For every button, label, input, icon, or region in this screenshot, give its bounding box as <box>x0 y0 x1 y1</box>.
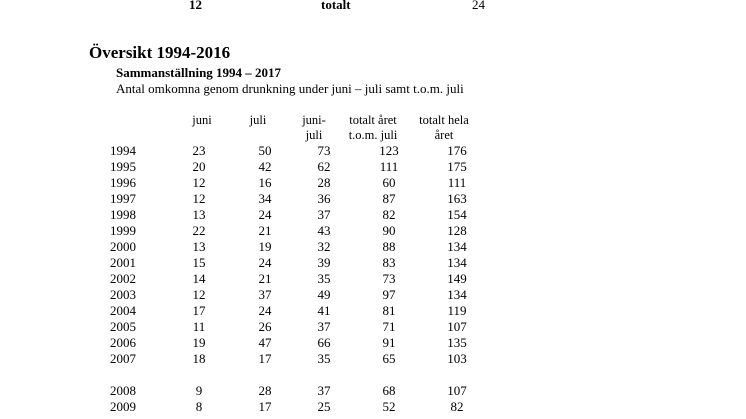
table-row <box>100 271 488 287</box>
tom-juli-cell: 123 <box>379 143 399 158</box>
table-row <box>100 287 488 303</box>
juli-cell: 37 <box>258 287 272 302</box>
table-row <box>100 175 488 191</box>
juli-cell: 50 <box>258 143 272 158</box>
table-row <box>100 351 488 367</box>
juni-cell: 12 <box>192 287 206 302</box>
juni-juli-cell: 41 <box>317 303 331 318</box>
juni-juli-cell: 37 <box>317 207 331 222</box>
year-cell: 2004 <box>110 303 136 318</box>
year-cell: 1994 <box>110 143 136 158</box>
juli-cell: 24 <box>258 207 272 222</box>
juni-juli-cell: 73 <box>317 143 331 158</box>
subtitle: Sammanställning 1994 – 2017 <box>116 65 282 80</box>
header-juni: juni <box>192 113 212 127</box>
juni-juli-cell: 66 <box>317 335 331 350</box>
table-row <box>100 255 488 271</box>
hela-cell: 149 <box>447 271 467 286</box>
juni-cell: 15 <box>192 255 206 270</box>
juni-cell: 19 <box>192 335 206 350</box>
juni-juli-cell: 35 <box>317 271 331 286</box>
hela-cell: 107 <box>447 383 467 398</box>
header-totalt-aret <box>341 113 405 143</box>
top-row-value-2: 24 <box>472 0 485 12</box>
juni-juli-cell: 36 <box>317 191 331 206</box>
year-cell: 1997 <box>110 191 136 206</box>
hela-cell: 163 <box>447 191 467 206</box>
juni-cell: 13 <box>192 239 206 254</box>
hela-cell: 128 <box>447 223 467 238</box>
juni-cell: 11 <box>192 319 206 334</box>
header-juni-juli-line2: juli <box>305 128 323 142</box>
year-cell: 2006 <box>110 335 136 350</box>
header-juni-juli-line1: juni- <box>302 113 326 127</box>
juni-juli-cell: 62 <box>317 159 331 174</box>
juli-cell: 42 <box>258 159 272 174</box>
juli-cell: 17 <box>258 351 272 366</box>
table-row <box>100 239 488 255</box>
tom-juli-cell: 68 <box>382 383 396 398</box>
juli-cell: 19 <box>258 239 272 254</box>
header-juni-juli <box>294 113 334 143</box>
header-totalt-hela-line2: året <box>434 128 454 142</box>
juli-cell: 17 <box>258 399 272 414</box>
header-totalt-hela-line1: totalt hela <box>419 113 469 127</box>
header-totalt-aret-line1: totalt året <box>349 113 397 127</box>
tom-juli-cell: 65 <box>382 351 396 366</box>
juni-cell: 17 <box>192 303 206 318</box>
juni-juli-cell: 28 <box>317 175 331 190</box>
year-cell: 2005 <box>110 319 136 334</box>
juni-cell: 22 <box>192 223 206 238</box>
juni-juli-cell: 25 <box>317 399 331 414</box>
year-cell: 2001 <box>110 255 136 270</box>
year-cell: 2008 <box>110 383 136 398</box>
table-row <box>100 303 488 319</box>
description: Antal omkomna genom drunkning under juni – juli samt t.o.m. juli <box>116 81 464 96</box>
tom-juli-cell: 87 <box>382 191 396 206</box>
year-cell: 2009 <box>110 399 136 414</box>
table-row <box>100 399 488 415</box>
tom-juli-cell: 60 <box>382 175 396 190</box>
hela-cell: 82 <box>450 399 464 414</box>
year-cell: 2000 <box>110 239 136 254</box>
header-juli: juli <box>249 113 267 127</box>
hela-cell: 107 <box>447 319 467 334</box>
top-row-value-1: 12 <box>189 0 202 12</box>
hela-cell: 154 <box>447 207 467 222</box>
tom-juli-cell: 88 <box>382 239 396 254</box>
tom-juli-cell: 91 <box>382 335 396 350</box>
juni-juli-cell: 37 <box>317 383 331 398</box>
juni-cell: 8 <box>195 399 203 414</box>
tom-juli-cell: 90 <box>382 223 396 238</box>
year-cell: 2003 <box>110 287 136 302</box>
drowning-table <box>100 143 488 415</box>
juli-cell: 24 <box>258 303 272 318</box>
table-spacer-row <box>100 367 488 383</box>
top-row-label: totalt <box>321 0 351 12</box>
section-title: Översikt 1994-2016 <box>89 43 231 62</box>
year-cell: 2007 <box>110 351 136 366</box>
year-cell: 1995 <box>110 159 136 174</box>
juli-cell: 28 <box>258 383 272 398</box>
table-row <box>100 319 488 335</box>
juni-cell: 12 <box>192 175 206 190</box>
juli-cell: 24 <box>258 255 272 270</box>
juni-cell: 13 <box>192 207 206 222</box>
tom-juli-cell: 83 <box>382 255 396 270</box>
juli-cell: 21 <box>258 223 272 238</box>
table-row <box>100 159 488 175</box>
juni-juli-cell: 35 <box>317 351 331 366</box>
juni-cell: 12 <box>192 191 206 206</box>
hela-cell: 119 <box>447 303 467 318</box>
juni-cell: 23 <box>192 143 206 158</box>
tom-juli-cell: 111 <box>379 159 399 174</box>
year-cell: 2002 <box>110 271 136 286</box>
year-cell: 1996 <box>110 175 136 190</box>
juni-cell: 9 <box>195 383 203 398</box>
juli-cell: 26 <box>258 319 272 334</box>
tom-juli-cell: 71 <box>382 319 396 334</box>
year-cell: 1998 <box>110 207 136 222</box>
hela-cell: 134 <box>447 287 467 302</box>
juli-cell: 21 <box>258 271 272 286</box>
juni-juli-cell: 49 <box>317 287 331 302</box>
table-row <box>100 207 488 223</box>
hela-cell: 176 <box>447 143 467 158</box>
table-row <box>100 143 488 159</box>
table-row <box>100 223 488 239</box>
juni-cell: 18 <box>192 351 206 366</box>
tom-juli-cell: 73 <box>382 271 396 286</box>
tom-juli-cell: 82 <box>382 207 396 222</box>
tom-juli-cell: 81 <box>382 303 396 318</box>
year-cell: 1999 <box>110 223 136 238</box>
hela-cell: 134 <box>447 239 467 254</box>
tom-juli-cell: 97 <box>382 287 396 302</box>
header-totalt-hela <box>412 113 476 143</box>
table-row <box>100 335 488 351</box>
juni-cell: 20 <box>192 159 206 174</box>
juli-cell: 34 <box>258 191 272 206</box>
hela-cell: 111 <box>447 175 467 190</box>
hela-cell: 175 <box>447 159 467 174</box>
juli-cell: 47 <box>258 335 272 350</box>
table-row <box>100 383 488 399</box>
juni-juli-cell: 32 <box>317 239 331 254</box>
hela-cell: 135 <box>447 335 467 350</box>
tom-juli-cell: 52 <box>382 399 396 414</box>
header-totalt-aret-line2: t.o.m. juli <box>348 128 398 142</box>
juni-cell: 14 <box>192 271 206 286</box>
juli-cell: 16 <box>258 175 272 190</box>
table-row <box>100 191 488 207</box>
hela-cell: 103 <box>447 351 467 366</box>
juni-juli-cell: 43 <box>317 223 331 238</box>
juni-juli-cell: 39 <box>317 255 331 270</box>
juni-juli-cell: 37 <box>317 319 331 334</box>
hela-cell: 134 <box>447 255 467 270</box>
